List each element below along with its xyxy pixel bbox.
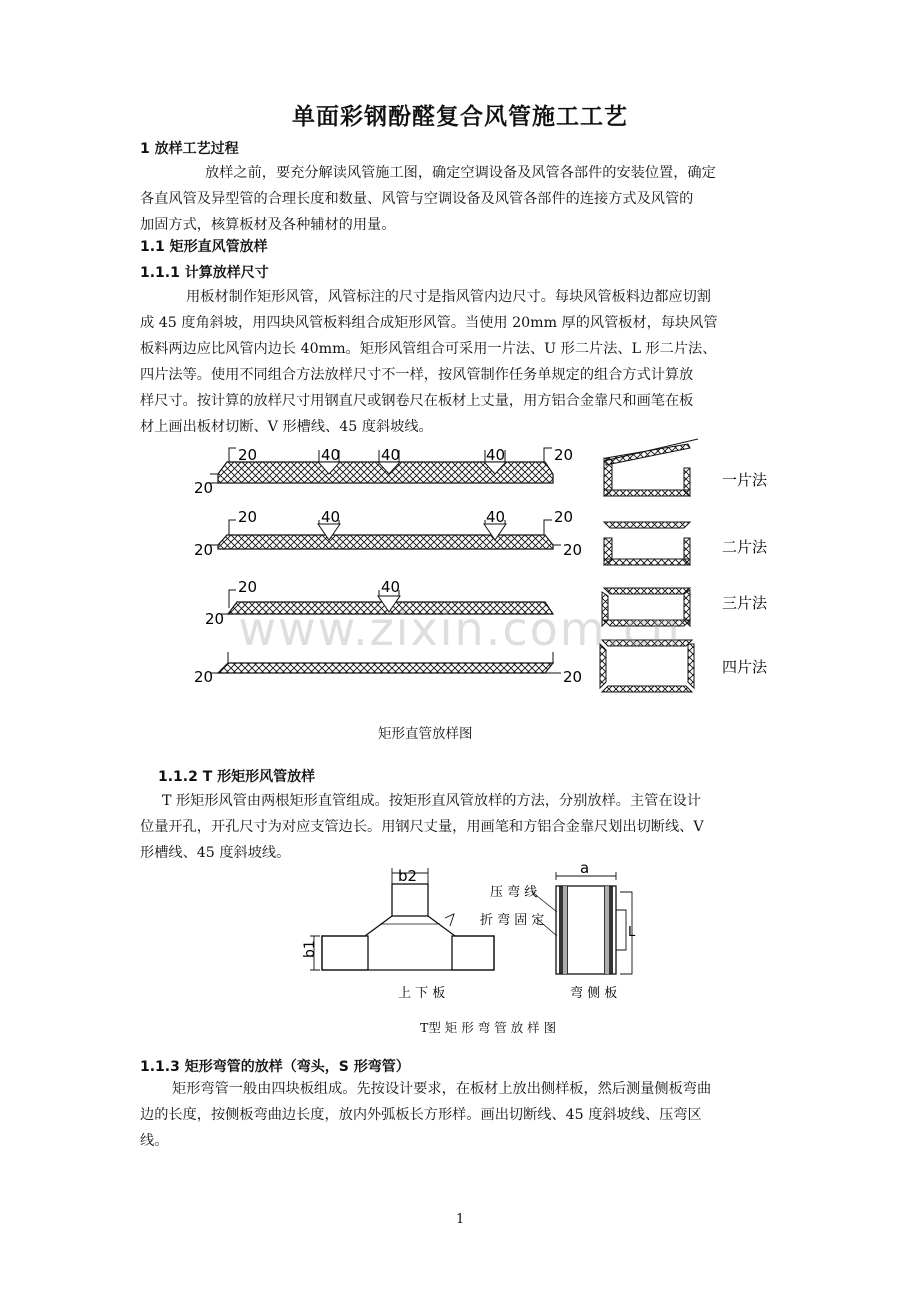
page-title: 单面彩钢酚醛复合风管施工工艺 [292,103,628,130]
s113-line-2: 边的长度，按侧板弯曲边长度，放内外弧板长方形样。画出切断线、45 度斜坡线、压弯区 [140,1107,702,1123]
section-1-1-heading: 1.1 矩形直风管放样 [140,239,268,255]
s113-line-1: 矩形弯管一般由四块板组成。先按设计要求，在板材上放出侧样板，然后测量侧板弯曲 [172,1081,712,1097]
s112-line-3: 形槽线、45 度斜坡线。 [140,845,291,861]
b2-label: b2 [398,867,418,885]
dim-label: 20 [194,541,214,559]
dim-label: 20 [194,668,214,686]
dim-label: 20 [194,479,214,497]
dim-label: 20 [238,508,258,526]
press-line-label: 压 弯 线 [490,885,538,900]
dim-label: 20 [563,668,583,686]
dim-label: 40 [321,446,341,464]
a-label: a [580,862,590,877]
s111-line-1: 用板材制作矩形风管，风管标注的尺寸是指风管内边尺寸。每块风管板料边都应切割 [186,289,711,305]
s1-line-3: 加固方式，核算板材及各种辅材的用量。 [140,217,396,233]
dim-label: 20 [554,446,574,464]
s111-line-4: 四片法等。使用不同组合方法放样尺寸不一样，按风管制作任务单规定的组合方式计算放 [140,367,694,383]
watermark: www.zixin.com.cn [238,602,682,656]
dim-label: 20 [238,446,258,464]
b1-label: b1 [302,940,318,958]
page-number: 1 [456,1212,465,1227]
method-label-two: 二片法 [722,538,768,556]
s111-line-3: 板料两边应比风管内边长 40mm。矩形风管组合可采用一片法、U 形二片法、L 形二片法、 [140,341,717,357]
dim-label: 40 [486,446,506,464]
section-1-heading: 1 放样工艺过程 [140,141,239,157]
dim-label: 20 [205,610,225,628]
strip-two-piece [210,520,561,549]
s111-line-2: 成 45 度角斜坡，用四块风管板料组合成矩形风管。当使用 20mm 厚的风管板材，每块风管 [140,315,718,331]
s111-line-6: 材上画出板材切断、V 形槽线、45 度斜坡线。 [140,419,433,435]
s1-line-2: 各直风管及异型管的合理长度和数量、风管与空调设备及风管各部件的连接方式及风管的 [140,191,694,207]
method-label-three: 三片法 [722,594,768,612]
dim-label: 40 [321,508,341,526]
bend-side-plate [532,872,632,974]
s112-line-2: 位量开孔，开孔尺寸为对应支管边长。用钢尺丈量，用画笔和方铝合金靠尺划出切断线、V [140,819,704,835]
fold-fix-label: 折 弯 固 定 [480,913,545,928]
dim-label: 20 [554,508,574,526]
figure-1-caption: 矩形直管放样图 [378,726,473,742]
dim-label: 20 [238,578,258,596]
rectangular-duct-layout-figure [0,430,920,700]
figure-2-caption: T型 矩 形 弯 管 放 样 图 [420,1020,557,1035]
top-bottom-plate-label: 上 下 板 [398,986,446,1001]
s1-line-1: 放样之前，要充分解读风管施工图，确定空调设备及风管各部件的安装位置，确定 [205,165,716,181]
method-label-four: 四片法 [722,658,768,676]
assembly-two-piece [604,522,690,565]
s113-line-3: 线。 [140,1133,169,1149]
s112-line-1: T 形矩形风管由两根矩形直管组成。按矩形直风管放样的方法，分别放样。主管在设计 [162,793,701,809]
dim-label: 40 [381,578,401,596]
section-1-1-3-heading: 1.1.3 矩形弯管的放样（弯头，S 形弯管） [140,1059,410,1075]
s111-line-5: 样尺寸。按计算的放样尺寸用钢直尺或钢卷尺在板材上丈量，用方铝合金靠尺和画笔在板 [140,393,694,409]
section-1-1-2-heading: 1.1.2 T 形矩形风管放样 [158,769,316,785]
l-label: L [628,925,636,940]
method-label-one: 一片法 [722,471,768,489]
dim-label: 40 [381,446,401,464]
side-plate-label: 弯 侧 板 [570,986,618,1001]
assembly-one-piece [604,439,698,496]
dim-label: 20 [563,541,583,559]
t-duct-layout-figure [280,862,660,1012]
dim-label: 40 [486,508,506,526]
section-1-1-1-heading: 1.1.1 计算放样尺寸 [140,265,269,281]
